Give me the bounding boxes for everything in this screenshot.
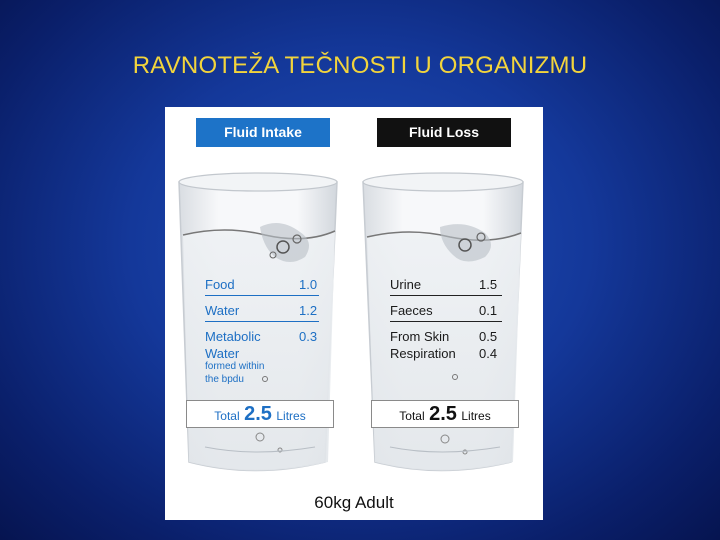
loss-value: 1.5 <box>479 277 498 292</box>
slide-title: RAVNOTEŽA TEČNOSTI U ORGANIZMU <box>132 52 588 79</box>
total-value: 2.5 <box>429 403 457 425</box>
intake-note-line: formed within <box>205 361 265 372</box>
loss-value: 0.1 <box>479 303 498 318</box>
loss-label: Urine <box>390 277 422 292</box>
intake-note-line: the bpdu <box>205 374 244 385</box>
intake-value: 0.3 <box>299 329 318 344</box>
intake-total-box <box>186 400 334 428</box>
fluid-intake-header: Fluid Intake <box>196 118 330 147</box>
loss-total-box <box>371 400 519 428</box>
figure-caption: 60kg Adult <box>314 493 394 512</box>
intake-value: 1.0 <box>299 277 318 292</box>
loss-label: From Skin <box>390 329 450 344</box>
intake-divider <box>205 321 319 322</box>
total-unit: Litres <box>276 409 306 423</box>
fluid-loss-header: Fluid Loss <box>377 118 511 147</box>
intake-divider <box>205 295 319 296</box>
intake-label: Food <box>205 277 235 292</box>
total-word: Total <box>214 409 240 423</box>
loss-label: Respiration <box>390 346 456 361</box>
total-word: Total <box>399 409 425 423</box>
intake-label: Water <box>205 303 240 318</box>
loss-value: 0.4 <box>479 346 498 361</box>
intake-value: 1.2 <box>299 303 318 318</box>
total-value: 2.5 <box>244 403 272 425</box>
loss-divider <box>390 295 502 296</box>
fluid-balance-figure <box>165 107 543 520</box>
intake-label: Metabolic <box>205 329 261 344</box>
loss-value: 0.5 <box>479 329 498 344</box>
total-unit: Litres <box>461 409 491 423</box>
loss-divider <box>390 321 502 322</box>
intake-label: Water <box>205 346 240 361</box>
loss-label: Faeces <box>390 303 433 318</box>
